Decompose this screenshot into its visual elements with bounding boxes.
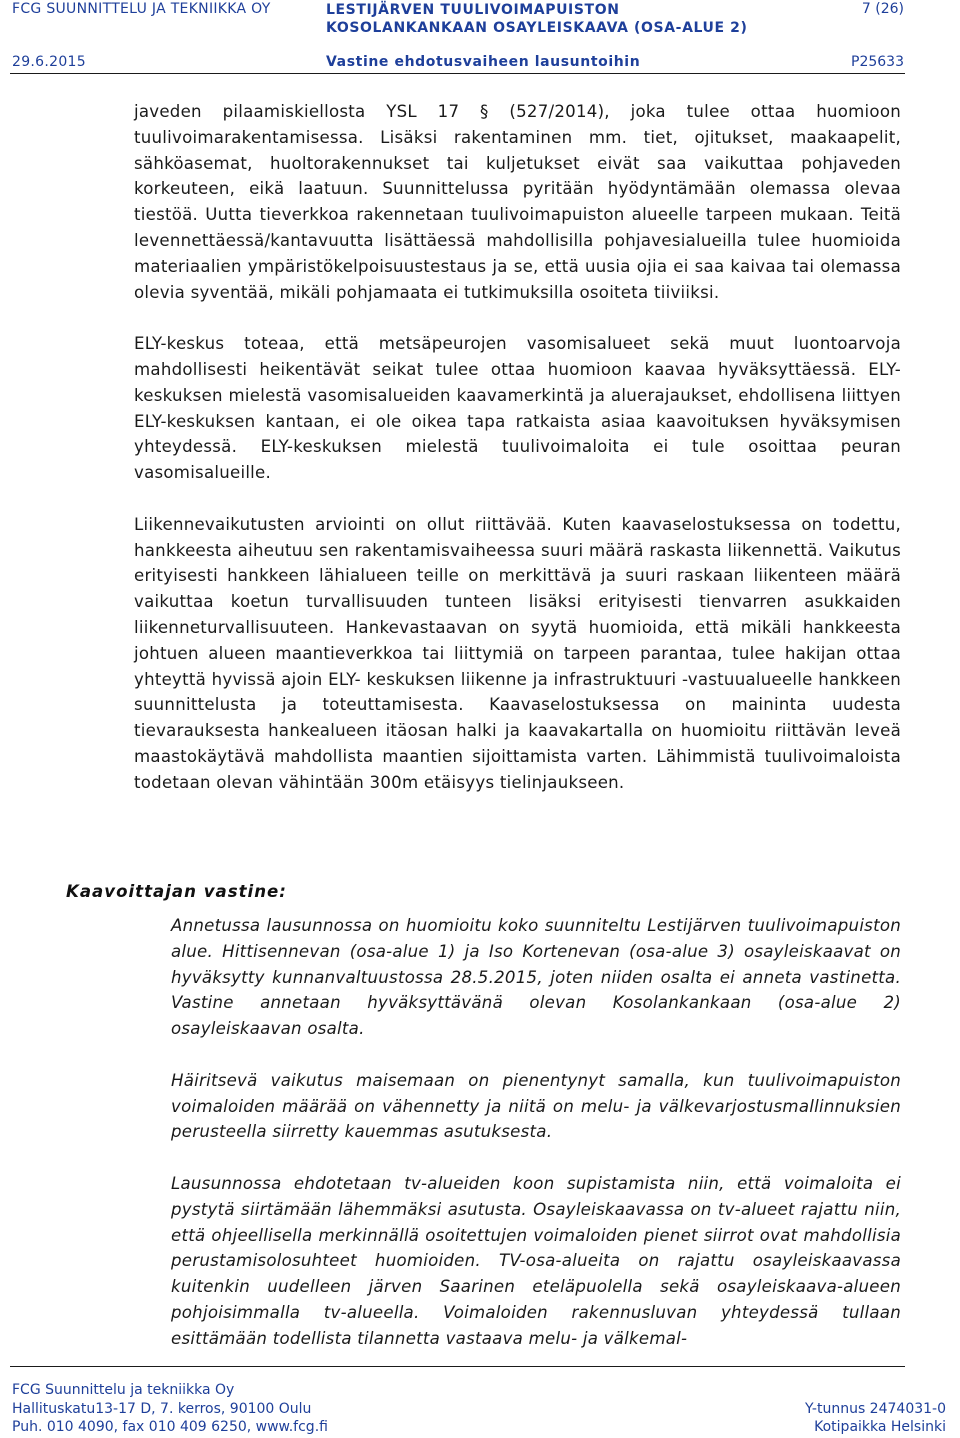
header-project-line-2: KOSOLANKANKAAN OSAYLEISKAAVA (OSA-ALUE 2): [326, 20, 748, 36]
header-date: 29.6.2015: [12, 54, 86, 70]
response-paragraph: Annetussa lausunnossa on huomioitu koko suunniteltu Lestijärven tuulivoimapuiston alue. Hittisennevan (osa-alue 1) ja Iso Kortenevan (osa-alue 3) osayleiskaavat on hyväksytty kunnanvaltuustossa 28.5.2015, joten niiden osalta ei anneta vastinetta. Vastine annetaan hyväksyttävänä olevan Kosolankankaan (osa-alue 2) osayleiskaavan osalta.: [171, 916, 901, 1039]
page-footer: [0, 1366, 960, 1438]
header-divider: [10, 73, 905, 74]
header-page-number: 7 (26): [861, 1, 904, 17]
response-paragraph: Häiritsevä vaikutus maisemaan on pienentynyt samalla, kun tuulivoimapuiston voimaloiden määrää on vähennetty ja niitä on melu- ja välkevarjostusmallinnuksien perusteella siirretty kauemmas asutuksesta.: [171, 1070, 901, 1142]
header-project-title: [326, 1, 747, 37]
statement-paragraph: javeden pilaamiskiellosta YSL 17 § (527/2014), joka tulee ottaa huomioon tuulivoimarakentamisessa. Lisäksi rakentaminen mm. tiet, ojitukset, maakaapelit, sähköasemat, huoltorakennukset tai kuljetukset eivät saa vaikuttaa pohjaveden korkeuteen, eikä laatuun. Suunnittelussa pyritään hyödyntämään olemassa olevaa tiestöä. Uutta tieverkkoa rakennetaan tuulivoimapuiston alueelle tarpeen mukaan. Teitä levennettäessä/kantavuutta lisättäessä mahdollisilla pohjavesialueilla tulee huomioida materiaalien ympäristökelpoisuustestaus ja se, että uusia ojia ei saa kaivaa tai olemassa olevia syventää, mikäli pohjamaata ei tutkimuksilla osoiteta tiiviiksi.: [134, 102, 901, 302]
footer-contact: Puh. 010 4090, fax 010 409 6250, www.fcg.fi: [12, 1419, 328, 1435]
footer-business-id: Y-tunnus 2474031-0: [805, 1401, 946, 1417]
response-heading: Kaavoittajan vastine:: [66, 882, 287, 901]
response-paragraph: Lausunnossa ehdotetaan tv-alueiden koon supistamista niin, että voimaloita ei pystytä siirtämään lähemmäksi asutusta. Osayleiskaavassa on tv-alueet rajattu niin, että ohjeellisella merkinnällä osoitettujen voimaloiden pienet siirrot ovat mahdollisia perustamisolosuhteet huomioiden. TV-osa-alueita on rajattu osayleiskaavassa kuitenkin uudelleen järven Saarinen eteläpuolella sekä osayleiskaava-alueen pohjoisimmalla tv-alueella. Voimaloiden rakennusluvan yhteydessä tullaan esittämään todellista tilannetta vastaava melu- ja välkemal-: [171, 1173, 901, 1348]
footer-domicile: Kotipaikka Helsinki: [814, 1419, 946, 1435]
page-header: [0, 0, 960, 74]
footer-company: FCG Suunnittelu ja tekniikka Oy: [12, 1382, 235, 1398]
statement-paragraph: ELY-keskus toteaa, että metsäpeurojen vasomisalueet sekä muut luontoarvoja mahdollisesti heikentävät seikat tulee ottaa huomioon kaavaa hyväksyttäessä. ELY-keskuksen mielestä vasomisalueiden kaavamerkintä ja aluerajaukset, ehdollisena liittyen ELY-keskuksen kantaan, ei ole oikea tapa ratkaista asiaa kaavoituksen hyväksymisen yhteydessä. ELY-keskuksen mielestä tuulivoimaloita ei tule osoittaa peuran vasomisalueille.: [134, 334, 901, 483]
footer-address: Hallituskatu13-17 D, 7. kerros, 90100 Oulu: [12, 1401, 312, 1417]
statement-paragraph: Liikennevaikutusten arviointi on ollut riittävää. Kuten kaavaselostuksessa on todettu, hankkeesta aiheutuu sen rakentamisvaiheessa suuri määrä raskasta liikennettä. Vaikutus erityisesti hankkeen lähialueen teille on merkittävä ja suuri raskaan liikenteen määrä vaikuttaa koetun turvallisuuden tunteen lisäksi erityisesti tienvarren asukkaiden liikenneturvallisuuteen. Hankevastaavan on syytä huomioida, että mikäli hankkeesta johtuen alueen maantieverkkoa tai liittymiä on tarpeen parantaa, tulee hakijan ottaa yhteyttä hyvissä ajoin ELY- keskuksen liikenne ja infrastruktuuri -vastuualueelle hankkeen suunnittelusta ja toteuttamisesta. Kaavaselostuksessa on maininta uudesta tievarauksesta hankealueen itäosan halki ja kaavakartalla on huomioitu riittävän leveä maastokäytävä mahdollista maantien sijoittamista varten. Lähimmistä tuulivoimaloista todetaan olevan vähintään 300m etäisyys tielinjaukseen.: [134, 514, 901, 792]
header-project-code: P25633: [851, 54, 904, 70]
footer-divider: [10, 1366, 905, 1367]
header-company: FCG SUUNNITTELU JA TEKNIIKKA OY: [12, 1, 271, 17]
response-body: [171, 913, 901, 1377]
statement-body: [134, 99, 901, 821]
header-project-line-1: LESTIJÄRVEN TUULIVOIMAPUISTON: [326, 2, 620, 18]
header-subject: Vastine ehdotusvaiheen lausuntoihin: [326, 54, 641, 70]
